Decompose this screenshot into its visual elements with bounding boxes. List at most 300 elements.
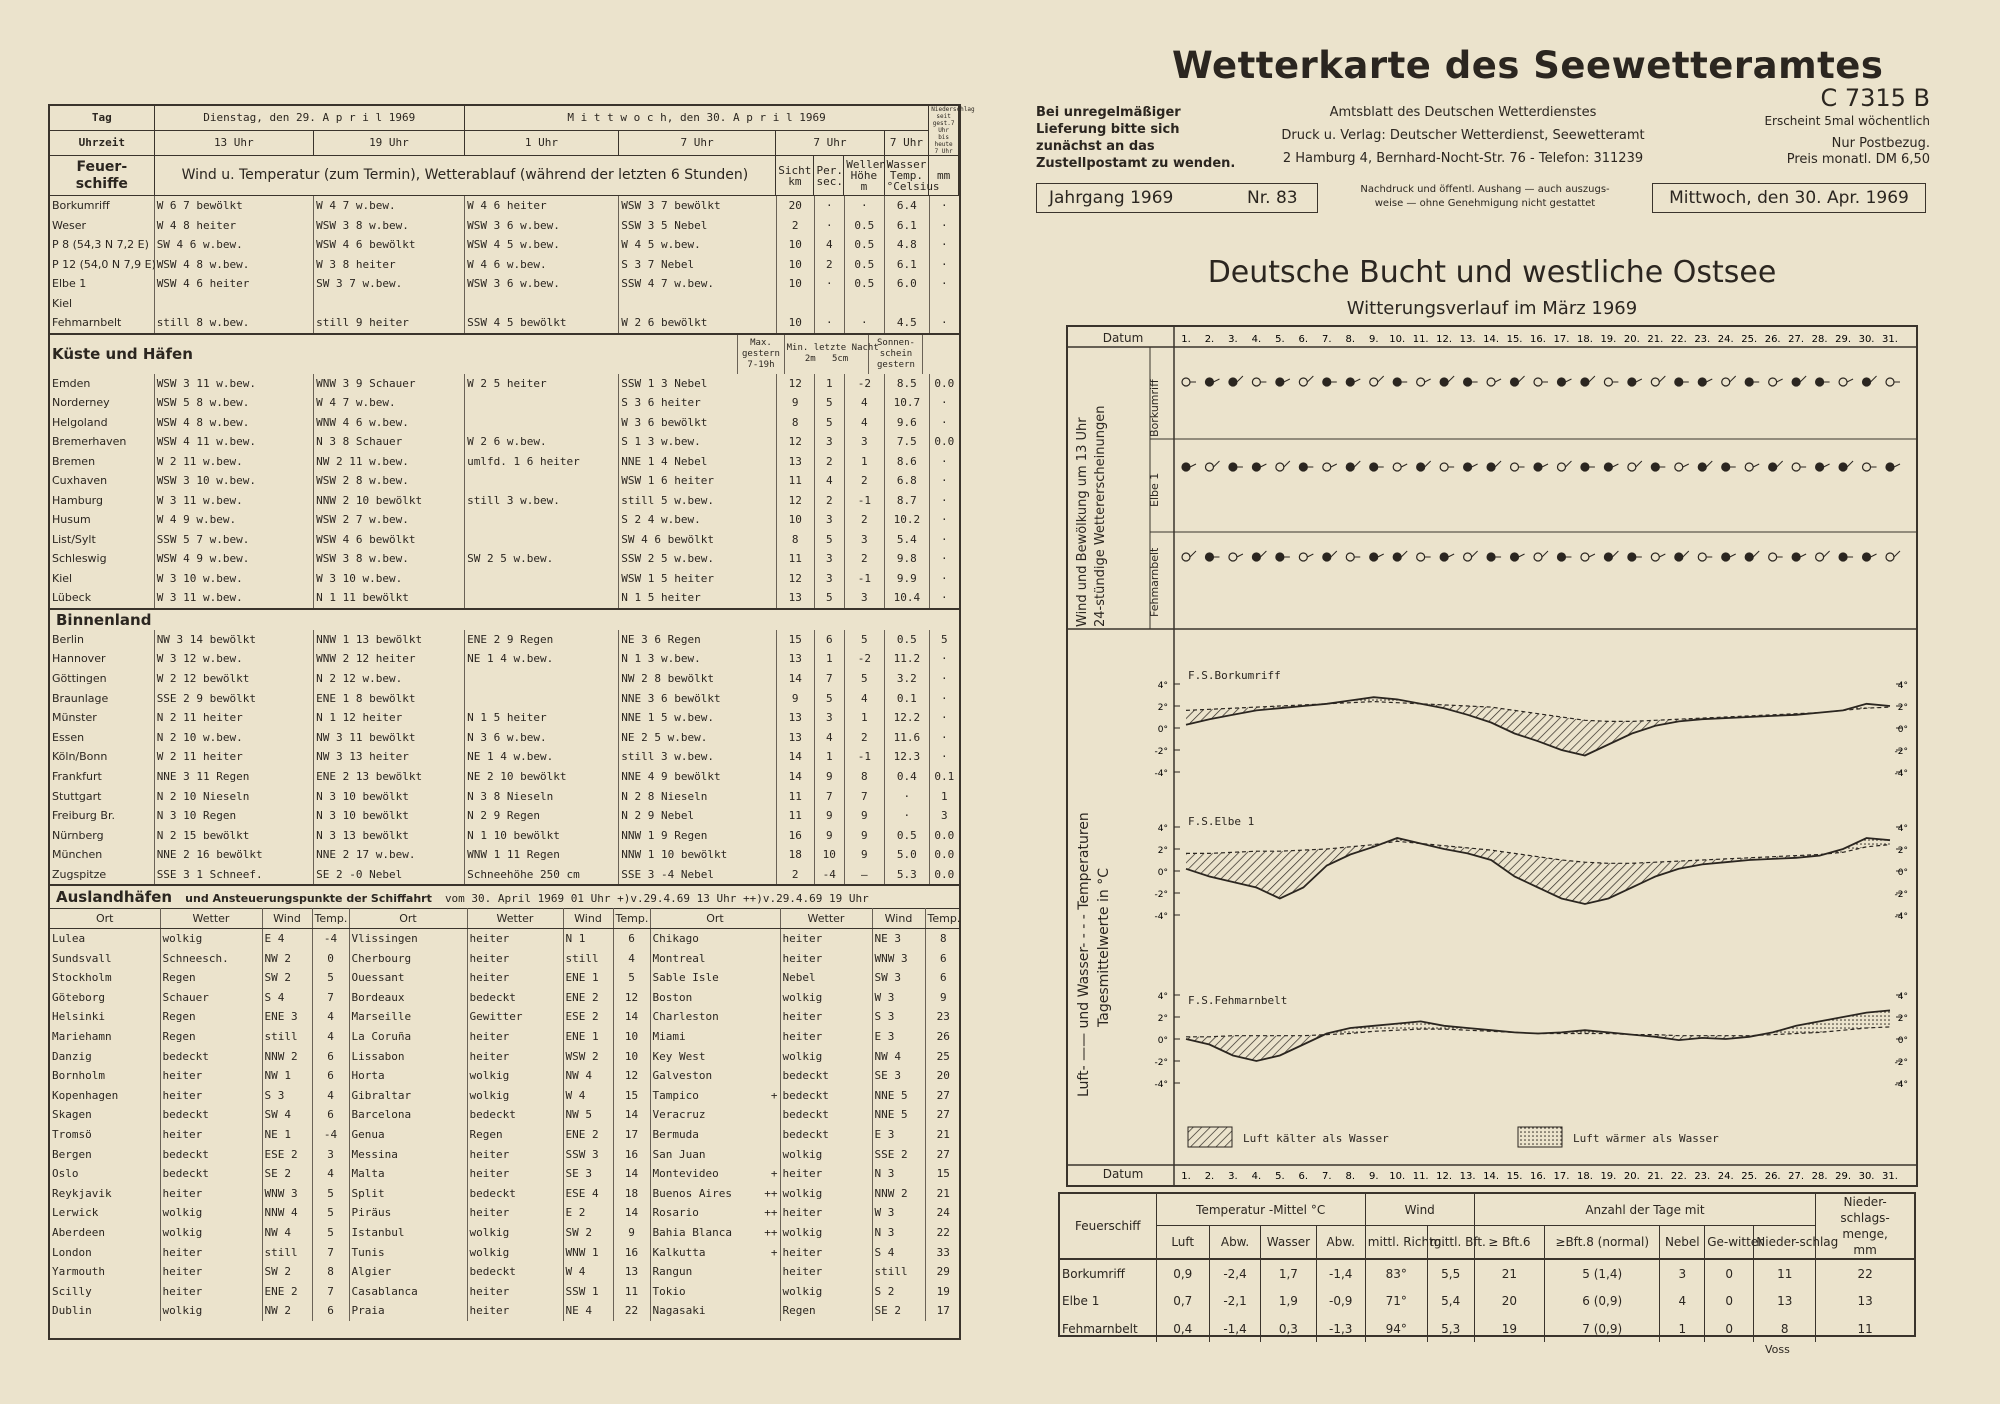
cloud-cover-symbol bbox=[1417, 553, 1425, 561]
kueste-row bbox=[50, 549, 959, 569]
day-label-bottom: 15. bbox=[1506, 1171, 1523, 1182]
frequency: Erscheint 5mal wöchentlich bbox=[1764, 114, 1930, 128]
binnen-cell: N 3 10 bewölkt bbox=[314, 806, 465, 826]
binnen-cell: 0.0 bbox=[934, 828, 955, 842]
ausland-row bbox=[50, 1105, 961, 1125]
y-tick-left: -2° bbox=[1154, 747, 1168, 757]
ausland-cell: Scilly bbox=[50, 1281, 160, 1301]
ausland-cell: SW 3 bbox=[872, 968, 925, 988]
binnen-cell: N 2 15 bewölkt bbox=[154, 825, 313, 845]
kueste-cell: · bbox=[941, 591, 948, 605]
ausland-cell: ENE 2 bbox=[563, 1125, 613, 1145]
ausland-cell: Malta bbox=[349, 1164, 467, 1184]
ausland-sub: und Ansteuerungspunkte der Schiffahrt bbox=[185, 892, 432, 906]
kueste-cell: 2 bbox=[814, 452, 844, 472]
cloud-cover-symbol bbox=[1722, 463, 1730, 471]
kueste-cell: 8.7 bbox=[885, 491, 930, 511]
feuerschiff-cell: 10 bbox=[776, 274, 814, 294]
kueste-cell: S 3 6 heiter bbox=[619, 393, 776, 413]
ausland-cell: S 4 bbox=[872, 1242, 925, 1262]
kueste-cell: WSW 1 5 heiter bbox=[619, 569, 776, 589]
ausland-cell: 29 bbox=[936, 1265, 950, 1279]
binnen-table bbox=[50, 630, 959, 885]
binnen-cell: 3 bbox=[814, 708, 844, 728]
binnen-cell: N 2 10 w.bew. bbox=[154, 727, 313, 747]
ausland-cell: SSE 2 bbox=[872, 1144, 925, 1164]
binnen-cell: 5 bbox=[814, 688, 844, 708]
ausland-col-header: Temp. bbox=[925, 909, 961, 929]
binnen-row bbox=[50, 688, 959, 708]
cloud-cover-symbol bbox=[1839, 378, 1847, 386]
binnen-cell: 5 bbox=[844, 669, 884, 689]
ausland-cell: 17 bbox=[613, 1125, 650, 1145]
summary-cell: 5,4 bbox=[1427, 1288, 1474, 1315]
ausland-cell: 4 bbox=[312, 1164, 349, 1184]
feuerschiff-cell: WSW 3 8 w.bew. bbox=[314, 216, 465, 236]
kueste-cell: 2 bbox=[844, 471, 884, 491]
ausland-cell: heiter bbox=[467, 948, 563, 968]
feuerschiff-row bbox=[50, 313, 959, 333]
kueste-cell: SW 2 5 w.bew. bbox=[465, 549, 619, 569]
ausland-cell: ENE 3 bbox=[262, 1007, 312, 1027]
binnen-cell: · bbox=[941, 691, 948, 705]
binnen-cell: N 3 10 Regen bbox=[154, 806, 313, 826]
kueste-cell: WSW 3 10 w.bew. bbox=[154, 471, 313, 491]
feuerschiff-cell: 4.8 bbox=[885, 235, 930, 255]
cloud-cover-symbol bbox=[1604, 378, 1612, 386]
summary-cell: 13 bbox=[1754, 1288, 1816, 1315]
ausland-cell: Galveston bbox=[650, 1066, 780, 1086]
ausland-cell: Rosario ++ bbox=[650, 1203, 780, 1223]
ausland-cell: ENE 1 bbox=[563, 968, 613, 988]
binnen-cell: 1 bbox=[814, 649, 844, 669]
kueste-cell: WSW 5 8 w.bew. bbox=[154, 393, 313, 413]
kueste-cell: WSW 1 6 heiter bbox=[619, 471, 776, 491]
cloud-cover-symbol bbox=[1252, 553, 1260, 561]
summary-cell: 4 bbox=[1660, 1288, 1705, 1315]
kueste-cell: 5 bbox=[814, 393, 844, 413]
feuerschiffe-label: Feuer- schiffe bbox=[50, 156, 154, 196]
ausland-cell: bedeckt bbox=[160, 1046, 262, 1066]
ausland-cell: Key West bbox=[650, 1046, 780, 1066]
feuerschiff-cell: 20 bbox=[776, 196, 814, 216]
ausland-cell: 22 bbox=[613, 1301, 650, 1321]
kueste-cell: 3 bbox=[814, 549, 844, 569]
grp-nied: Nieder- schlags- menge, mm bbox=[1816, 1194, 1914, 1259]
cloud-cover-symbol bbox=[1581, 553, 1589, 561]
cloud-cover-symbol bbox=[1745, 378, 1753, 386]
kueste-row bbox=[50, 432, 959, 452]
ausland-cell: 21 bbox=[936, 1127, 950, 1141]
ausland-row bbox=[50, 1281, 961, 1301]
ausland-cell: 21 bbox=[936, 1186, 950, 1200]
ausland-cell: heiter bbox=[780, 1164, 872, 1184]
day1-label: Dienstag, den 29. A p r i l 1969 bbox=[154, 106, 464, 130]
binnen-row bbox=[50, 727, 959, 747]
binnen-cell: W 3 12 w.bew. bbox=[154, 649, 313, 669]
ausland-cell: 6 bbox=[939, 971, 947, 985]
feuerschiff-cell: SSW 3 5 Nebel bbox=[619, 216, 776, 236]
binnen-cell: Frankfurt bbox=[50, 767, 154, 787]
kueste-cell: 1 bbox=[844, 452, 884, 472]
ausland-cell: 5 bbox=[312, 1223, 349, 1243]
cloud-cover-symbol bbox=[1816, 553, 1824, 561]
ausland-row bbox=[50, 968, 961, 988]
cloud-cover-symbol bbox=[1487, 463, 1495, 471]
summary-cell: 6 (0,9) bbox=[1545, 1288, 1660, 1315]
ausland-row bbox=[50, 1242, 961, 1262]
cloud-cover-symbol bbox=[1393, 553, 1401, 561]
cloud-cover-symbol bbox=[1252, 378, 1260, 386]
cloud-cover-symbol bbox=[1511, 378, 1519, 386]
day-label-top: 17. bbox=[1553, 334, 1570, 345]
binnen-row bbox=[50, 669, 959, 689]
ausland-cell: heiter bbox=[160, 1066, 262, 1086]
binnen-cell: — bbox=[844, 865, 884, 885]
ausland-cell: ENE 2 bbox=[262, 1281, 312, 1301]
feuerschiff-cell: W 3 8 heiter bbox=[314, 255, 465, 275]
binnen-cell: NNE 2 17 w.bew. bbox=[314, 845, 465, 865]
ausland-cell: 19 bbox=[936, 1284, 950, 1298]
day-label-top: 3. bbox=[1228, 334, 1238, 345]
day-label-top: 27. bbox=[1788, 334, 1805, 345]
cloud-cover-symbol bbox=[1464, 553, 1472, 561]
ausland-cell: wolkig bbox=[780, 1144, 872, 1164]
ausland-cell: Nagasaki bbox=[650, 1301, 780, 1321]
cloud-cover-symbol bbox=[1698, 378, 1706, 386]
cloud-cover-symbol bbox=[1816, 463, 1824, 471]
ausland-cell: Bahia Blanca ++ bbox=[650, 1223, 780, 1243]
ausland-cell: ESE 2 bbox=[563, 1007, 613, 1027]
ausland-cell: SSW 1 bbox=[563, 1281, 613, 1301]
kueste-cell: 9.8 bbox=[885, 549, 930, 569]
cloud-cover-symbol bbox=[1182, 378, 1190, 386]
ausland-cell: SSW 3 bbox=[563, 1144, 613, 1164]
day-label-bottom: 29. bbox=[1835, 1171, 1852, 1182]
ausland-cell: S 2 bbox=[872, 1281, 925, 1301]
ausland-date: vom 30. April 1969 01 Uhr +)v.29.4.69 13 Uhr ++)v.29.4.69 19 Uhr bbox=[444, 892, 869, 906]
ausland-cell: NNW 4 bbox=[262, 1203, 312, 1223]
feuerschiff-row bbox=[50, 294, 959, 314]
kueste-row bbox=[50, 452, 959, 472]
ausland-cell: 9 bbox=[613, 1223, 650, 1243]
kueste-cell: W 3 10 w.bew. bbox=[154, 569, 313, 589]
y-tick-right: -2° bbox=[1894, 890, 1908, 900]
cloud-cover-symbol bbox=[1393, 378, 1401, 386]
cloud-cover-symbol bbox=[1792, 463, 1800, 471]
ausland-cell: Regen bbox=[160, 1007, 262, 1027]
kueste-cell: 9.6 bbox=[885, 413, 930, 433]
ausland-row bbox=[50, 1125, 961, 1145]
binnen-cell: 7 bbox=[814, 669, 844, 689]
y-tick-right: 0° bbox=[1897, 868, 1908, 878]
ausland-cell: 15 bbox=[613, 1085, 650, 1105]
kueste-cell: N 3 8 Schauer bbox=[314, 432, 465, 452]
ausland-cell: 23 bbox=[936, 1010, 950, 1024]
ausland-row bbox=[50, 1301, 961, 1321]
ausland-cell: Sable Isle bbox=[650, 968, 780, 988]
ausland-cell: Ouessant bbox=[349, 968, 467, 988]
cloud-cover-symbol bbox=[1816, 378, 1824, 386]
day-label-bottom: 2. bbox=[1204, 1171, 1215, 1182]
feuerschiff-cell: 0.5 bbox=[844, 255, 884, 275]
ausland-header bbox=[50, 884, 959, 908]
kueste-cell: N 1 11 bewölkt bbox=[314, 588, 465, 608]
binnen-row bbox=[50, 865, 959, 885]
binnen-row bbox=[50, 767, 959, 787]
time-7b: 7 Uhr bbox=[776, 130, 884, 155]
issue-box bbox=[1036, 183, 1318, 213]
summary-cell: 7 (0,9) bbox=[1545, 1315, 1660, 1342]
y-tick-right: 4° bbox=[1897, 681, 1908, 691]
feuerschiff-row bbox=[50, 196, 959, 216]
cloud-cover-symbol bbox=[1299, 553, 1307, 561]
feuerschiff-cell: · bbox=[814, 313, 844, 333]
ausland-cell: -4 bbox=[312, 1125, 349, 1145]
ausland-cell: heiter bbox=[467, 929, 563, 949]
day-label-bottom: 16. bbox=[1530, 1171, 1546, 1182]
day-label-top: 20. bbox=[1623, 334, 1640, 345]
ausland-cell: NNE 5 bbox=[872, 1085, 925, 1105]
kueste-cell bbox=[465, 471, 619, 491]
ausland-cell: Yarmouth bbox=[50, 1262, 160, 1282]
chart-title: Deutsche Bucht und westliche Ostsee bbox=[1207, 255, 1777, 290]
binnen-cell: NE 2 5 w.bew. bbox=[619, 727, 776, 747]
day-label-bottom: 27. bbox=[1788, 1171, 1805, 1182]
day-label-top: 18. bbox=[1576, 334, 1593, 345]
grp-temp: Temperatur -Mittel °C bbox=[1156, 1194, 1365, 1226]
cloud-cover-symbol bbox=[1581, 463, 1589, 471]
kueste-cell: List/Sylt bbox=[50, 530, 154, 550]
binnen-cell: 9 bbox=[814, 767, 844, 787]
summary-cell: 11 bbox=[1754, 1259, 1816, 1288]
ausland-cell: NE 4 bbox=[563, 1301, 613, 1321]
ausland-cell: heiter bbox=[780, 1007, 872, 1027]
cloud-cover-symbol bbox=[1698, 463, 1706, 471]
ausland-cell: 5 bbox=[613, 968, 650, 988]
kueste-row bbox=[50, 510, 959, 530]
kueste-cell bbox=[465, 510, 619, 530]
ausland-cell: Regen bbox=[780, 1301, 872, 1321]
ausland-cell: Dublin bbox=[50, 1301, 160, 1321]
y-tick-right: 2° bbox=[1897, 846, 1908, 856]
ausland-cell: Veracruz bbox=[650, 1105, 780, 1125]
summary-cell: 0,9 bbox=[1156, 1259, 1209, 1288]
binnen-cell: 0.0 bbox=[934, 867, 955, 881]
ausland-cell: Tromsö bbox=[50, 1125, 160, 1145]
feuerschiff-cell: S 3 7 Nebel bbox=[619, 255, 776, 275]
binnen-row bbox=[50, 786, 959, 806]
cloud-cover-symbol bbox=[1745, 553, 1753, 561]
ausland-cell: bedeckt bbox=[160, 1144, 262, 1164]
binnen-cell: Hannover bbox=[50, 649, 154, 669]
feuerschiff-cell: · bbox=[941, 199, 948, 213]
day-label-top: 7. bbox=[1322, 334, 1332, 345]
feuerschiffe-table bbox=[50, 196, 959, 333]
kueste-cell: 12 bbox=[776, 374, 814, 394]
binnen-cell: 9 bbox=[776, 688, 814, 708]
binnen-cell: 9 bbox=[844, 806, 884, 826]
day-label-bottom: 1. bbox=[1181, 1171, 1191, 1182]
y-tick-left: 2° bbox=[1157, 703, 1168, 713]
ausland-cell: E 3 bbox=[872, 1125, 925, 1145]
kueste-cell bbox=[465, 530, 619, 550]
day-label-top: 13. bbox=[1459, 334, 1476, 345]
binnen-cell: 1 bbox=[814, 747, 844, 767]
binnen-cell: 0.4 bbox=[885, 767, 930, 787]
cloud-cover-symbol bbox=[1628, 378, 1636, 386]
ausland-row bbox=[50, 1085, 961, 1105]
kueste-cell: 13 bbox=[776, 588, 814, 608]
binnen-cell: 11.6 bbox=[885, 727, 930, 747]
feuerschiff-cell: still 9 heiter bbox=[314, 313, 465, 333]
ausland-cell: Vlissingen bbox=[349, 929, 467, 949]
ausland-cell: 25 bbox=[936, 1049, 950, 1063]
ausland-cell: heiter bbox=[160, 1125, 262, 1145]
kueste-cell bbox=[465, 588, 619, 608]
summary-cell: 71° bbox=[1365, 1288, 1427, 1315]
kueste-cell: W 3 10 w.bew. bbox=[314, 569, 465, 589]
ausland-cell: 5 bbox=[312, 1203, 349, 1223]
ausland-cell: SW 4 bbox=[262, 1105, 312, 1125]
summary-cell: 0,4 bbox=[1156, 1315, 1209, 1342]
summary-col-header: Abw. bbox=[1209, 1226, 1260, 1259]
kueste-row bbox=[50, 374, 959, 394]
feuerschiff-cell: · bbox=[814, 274, 844, 294]
page-title: Wetterkarte des Seewetteramtes bbox=[1172, 44, 1884, 87]
feuerschiff-cell: SW 3 7 w.bew. bbox=[314, 274, 465, 294]
feuerschiff-cell: 10 bbox=[776, 235, 814, 255]
time-19: 19 Uhr bbox=[314, 130, 465, 155]
binnen-cell: 9 bbox=[814, 825, 844, 845]
ausland-cell: wolkig bbox=[160, 1301, 262, 1321]
feuerschiff-cell: · bbox=[941, 257, 948, 271]
feuerschiff-cell: · bbox=[941, 238, 948, 252]
kueste-cell: 12 bbox=[776, 491, 814, 511]
kueste-cell: -2 bbox=[844, 374, 884, 394]
ausland-cell: Kalkutta + bbox=[650, 1242, 780, 1262]
ausland-cell: heiter bbox=[780, 1262, 872, 1282]
feuerschiff-cell: · bbox=[844, 196, 884, 216]
binnen-cell: Braunlage bbox=[50, 688, 154, 708]
cloud-cover-symbol bbox=[1440, 463, 1448, 471]
kueste-cell: 4 bbox=[844, 393, 884, 413]
feuerschiff-cell: still 8 w.bew. bbox=[154, 313, 313, 333]
y-tick-left: 4° bbox=[1157, 681, 1168, 691]
day-label-bottom: 5. bbox=[1275, 1171, 1285, 1182]
binnen-cell: SSE 3 1 Schneef. bbox=[154, 865, 313, 885]
kueste-cell: · bbox=[941, 571, 948, 585]
ausland-cell: heiter bbox=[467, 1027, 563, 1047]
binnen-cell: NNE 2 16 bewölkt bbox=[154, 845, 313, 865]
day-label-top: 28. bbox=[1811, 334, 1828, 345]
binnen-cell: 5.0 bbox=[885, 845, 930, 865]
binnen-cell: Berlin bbox=[50, 630, 154, 650]
kueste-cell: still 3 w.bew. bbox=[465, 491, 619, 511]
ausland-cell: still bbox=[262, 1027, 312, 1047]
feuerschiff-cell bbox=[465, 294, 619, 314]
wind-header: Wind u. Temperatur (zum Termin), Wetterablauf (während der letzten 6 Stunden) bbox=[154, 156, 776, 196]
ausland-cell: 12 bbox=[613, 1066, 650, 1086]
summary-cell: 11 bbox=[1857, 1321, 1873, 1336]
ausland-row bbox=[50, 1164, 961, 1184]
kueste-cell: 4 bbox=[814, 471, 844, 491]
kueste-cell: · bbox=[941, 454, 948, 468]
kueste-cell: 3 bbox=[844, 588, 884, 608]
ausland-cell: heiter bbox=[160, 1183, 262, 1203]
day-label-top: 12. bbox=[1436, 334, 1453, 345]
ausland-cell: Horta bbox=[349, 1066, 467, 1086]
ausland-cell: Buenos Aires ++ bbox=[650, 1183, 780, 1203]
binnen-cell: N 2 9 Regen bbox=[465, 806, 619, 826]
ausland-cell: Miami bbox=[650, 1027, 780, 1047]
ausland-cell: Bordeaux bbox=[349, 988, 467, 1008]
binnen-cell: W 2 11 heiter bbox=[154, 747, 313, 767]
feuerschiff-cell: · bbox=[941, 316, 948, 330]
feuerschiff-cell: 10 bbox=[776, 255, 814, 275]
max-header: Max. gestern 7-19h bbox=[738, 334, 784, 374]
kueste-cell: 4 bbox=[844, 413, 884, 433]
binnen-cell: N 1 10 bewölkt bbox=[465, 825, 619, 845]
ausland-cell: SW 2 bbox=[262, 1262, 312, 1282]
binnen-cell: · bbox=[885, 786, 930, 806]
kueste-table bbox=[50, 374, 959, 608]
ausland-cell: SE 3 bbox=[872, 1066, 925, 1086]
feuerschiff-cell: Fehmarnbelt bbox=[50, 313, 154, 333]
kueste-cell: W 3 6 bewölkt bbox=[619, 413, 776, 433]
ausland-cell: Skagen bbox=[50, 1105, 160, 1125]
ausland-cell: NW 4 bbox=[563, 1066, 613, 1086]
feuerschiff-cell: 6.1 bbox=[885, 255, 930, 275]
ausland-cell: heiter bbox=[467, 1164, 563, 1184]
cloud-cover-symbol bbox=[1745, 463, 1753, 471]
ausland-cell: heiter bbox=[780, 929, 872, 949]
ausland-cell: London bbox=[50, 1242, 160, 1262]
ausland-col-header: Ort bbox=[650, 909, 780, 929]
feuerschiff-cell bbox=[929, 294, 959, 314]
ausland-row bbox=[50, 1203, 961, 1223]
binnen-cell: NNE 3 11 Regen bbox=[154, 767, 313, 787]
binnen-cell: ENE 2 13 bewölkt bbox=[314, 767, 465, 787]
ausland-cell: NE 3 bbox=[872, 929, 925, 949]
ausland-cell: bedeckt bbox=[467, 1262, 563, 1282]
cloud-cover-symbol bbox=[1323, 463, 1331, 471]
ausland-cell: Nebel bbox=[780, 968, 872, 988]
kueste-cell: NNE 1 4 Nebel bbox=[619, 452, 776, 472]
kueste-cell: 2 bbox=[814, 491, 844, 511]
ausland-cell: Oslo bbox=[50, 1164, 160, 1184]
kueste-cell: 12 bbox=[776, 432, 814, 452]
day-label-bottom: 18. bbox=[1576, 1171, 1593, 1182]
sonnen-header: Sonnen- schein gestern bbox=[869, 334, 923, 374]
issue-date: Mittwoch, den 30. Apr. 1969 bbox=[1652, 183, 1926, 213]
kueste-row bbox=[50, 471, 959, 491]
day-label-bottom: 19. bbox=[1600, 1171, 1617, 1182]
y-tick-left: 0° bbox=[1157, 725, 1168, 735]
feuerschiff-cell: P 12 (54,0 N 7,9 E) bbox=[50, 255, 154, 275]
summary-cell: 5,5 bbox=[1427, 1259, 1474, 1288]
kueste-cell: SSW 5 7 w.bew. bbox=[154, 530, 313, 550]
ausland-cell: still bbox=[563, 948, 613, 968]
cold-area bbox=[1585, 862, 1608, 904]
ausland-cell: -4 bbox=[312, 929, 349, 949]
ausland-cell: W 4 bbox=[563, 1262, 613, 1282]
day2-label: M i t t w o c h, den 30. A p r i l 1969 bbox=[464, 106, 928, 130]
ausland-cell: 10 bbox=[613, 1046, 650, 1066]
feuerschiff-cell: Borkumriff bbox=[50, 196, 154, 216]
kueste-row bbox=[50, 569, 959, 589]
y-tick-left: 0° bbox=[1157, 1036, 1168, 1046]
